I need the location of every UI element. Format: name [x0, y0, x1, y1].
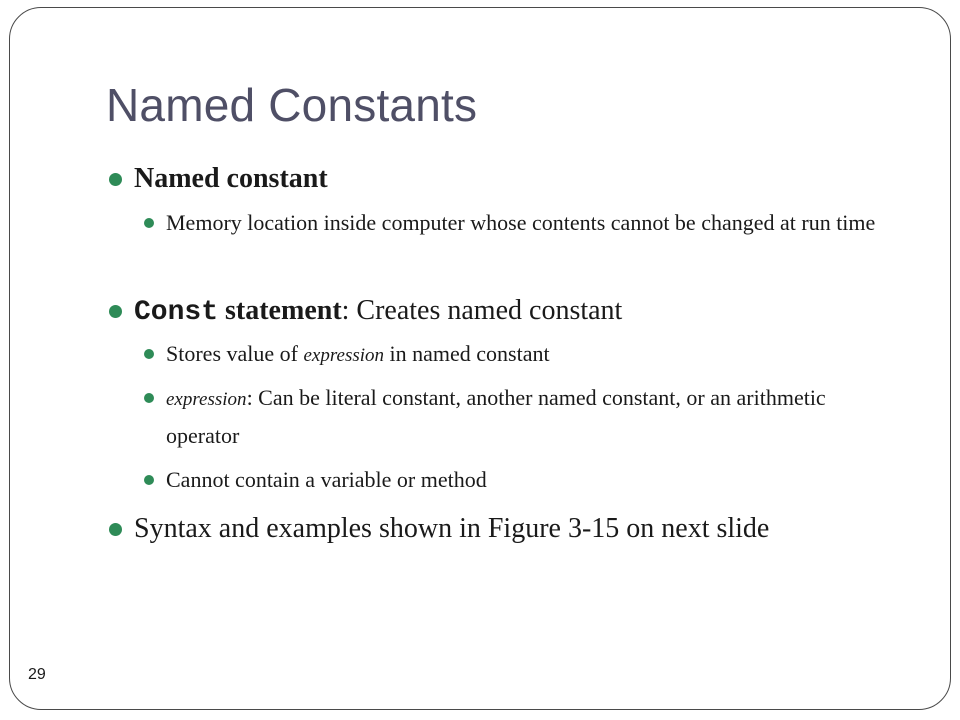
sub-bullet-expression — [166, 380, 876, 454]
sub-bullet-text: Cannot contain a variable or method — [166, 467, 487, 492]
bullet-dot-icon — [109, 523, 122, 536]
sub-bullet-stores-value — [166, 336, 876, 374]
bullet-syntax-examples — [134, 512, 769, 546]
const-keyword: Const — [134, 297, 219, 328]
sub-bullet-text: Memory location inside computer whose contents cannot be changed at run time — [166, 210, 876, 235]
bullet-dot-icon — [109, 173, 122, 186]
sub-bullet-text: Stores value of — [166, 341, 304, 366]
bullet-const-statement — [134, 294, 622, 330]
expression-term: expression — [303, 345, 385, 366]
sub-bullet-dot-icon — [144, 475, 154, 485]
bullet-named-constant — [134, 162, 328, 196]
sub-bullet-memory-location — [166, 205, 876, 241]
sub-bullet-dot-icon — [144, 218, 154, 228]
bullet-text: Named constant — [134, 163, 328, 194]
statement-word: statement — [225, 295, 342, 326]
bullet-text: : Creates named constant — [341, 295, 623, 326]
sub-bullet-dot-icon — [144, 393, 154, 403]
bullet-text: Syntax and examples shown in Figure 3-15 on next slide — [134, 513, 770, 544]
sub-bullet-dot-icon — [144, 349, 154, 359]
expression-term: expression — [166, 389, 247, 410]
sub-bullet-text: : Can be literal constant, another named constant, or an arithmetic operator — [166, 385, 826, 448]
page-number: 29 — [28, 666, 46, 683]
sub-bullet-text: in named constant — [384, 341, 550, 366]
bullet-dot-icon — [109, 305, 122, 318]
sub-bullet-cannot-contain — [166, 462, 876, 498]
slide-title: Named Constants — [106, 79, 478, 131]
